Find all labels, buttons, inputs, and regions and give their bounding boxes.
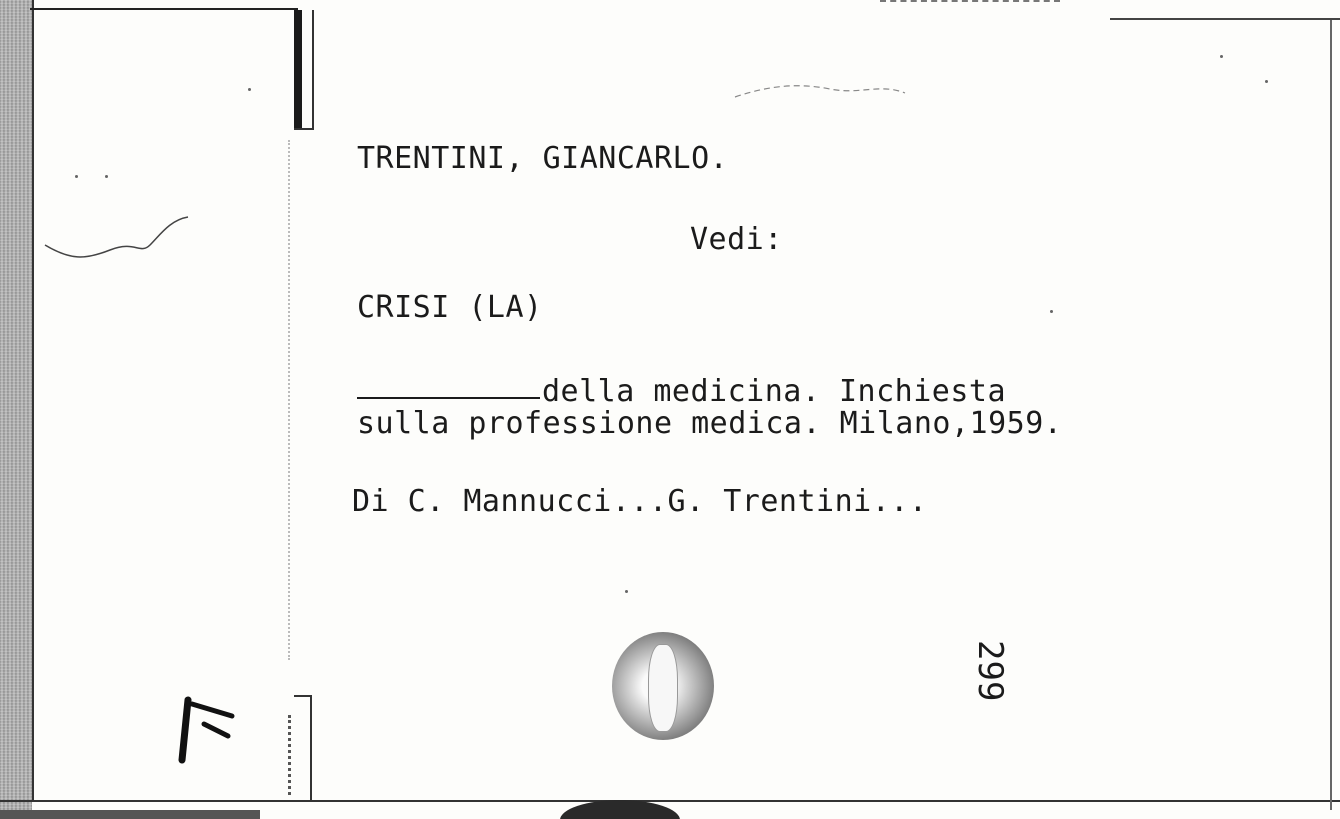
scanned-edge-strip: [0, 0, 32, 819]
tab-marker-side: [312, 10, 314, 130]
description-line-1: [357, 374, 1006, 409]
punch-hole-icon: [612, 632, 714, 740]
card-left-border: [32, 0, 34, 800]
margin-dotted-line: [288, 140, 294, 660]
tab-marker-bottom: [280, 695, 320, 800]
tab-marker-dots: [288, 715, 295, 795]
card-top-dashes: [880, 0, 1060, 5]
card-bottom-band: [0, 810, 260, 819]
title-repeat-rule: [357, 397, 540, 399]
card-right-border: [1330, 20, 1332, 810]
tab-marker-top: [290, 10, 320, 130]
ink-speck: [75, 175, 78, 178]
card-bottom-border: [0, 800, 1340, 802]
ink-speck: [1265, 80, 1268, 83]
ink-speck: [1220, 55, 1223, 58]
ink-speck: [105, 175, 108, 178]
tab-marker-foot: [294, 128, 314, 130]
card-heading: TRENTINI, GIANCARLO.: [357, 141, 729, 176]
ink-speck: [248, 88, 251, 91]
ink-squiggle: [40, 205, 190, 265]
ink-curve: [730, 75, 910, 105]
ink-speck: [1050, 310, 1053, 313]
see-also-label: Vedi:: [690, 222, 783, 257]
ink-speck: [625, 590, 628, 593]
description-line-2: sulla professione medica. Milano,1959.: [357, 406, 1063, 441]
authors-line: Di C. Mannucci...G. Trentini...: [352, 484, 928, 519]
bottom-punch-hole: [560, 800, 680, 819]
handwritten-f-mark-icon: [170, 690, 250, 770]
description-line-1-text: della medicina. Inchiesta: [542, 374, 1007, 409]
tab-marker-bar: [294, 10, 302, 128]
punch-hole-inner: [648, 644, 678, 732]
call-number: 299: [970, 640, 1010, 702]
entry-title: CRISI (LA): [357, 290, 543, 325]
card-top-border-right: [1110, 18, 1340, 20]
tab-marker-side: [310, 695, 312, 800]
card-top-border: [30, 8, 298, 10]
